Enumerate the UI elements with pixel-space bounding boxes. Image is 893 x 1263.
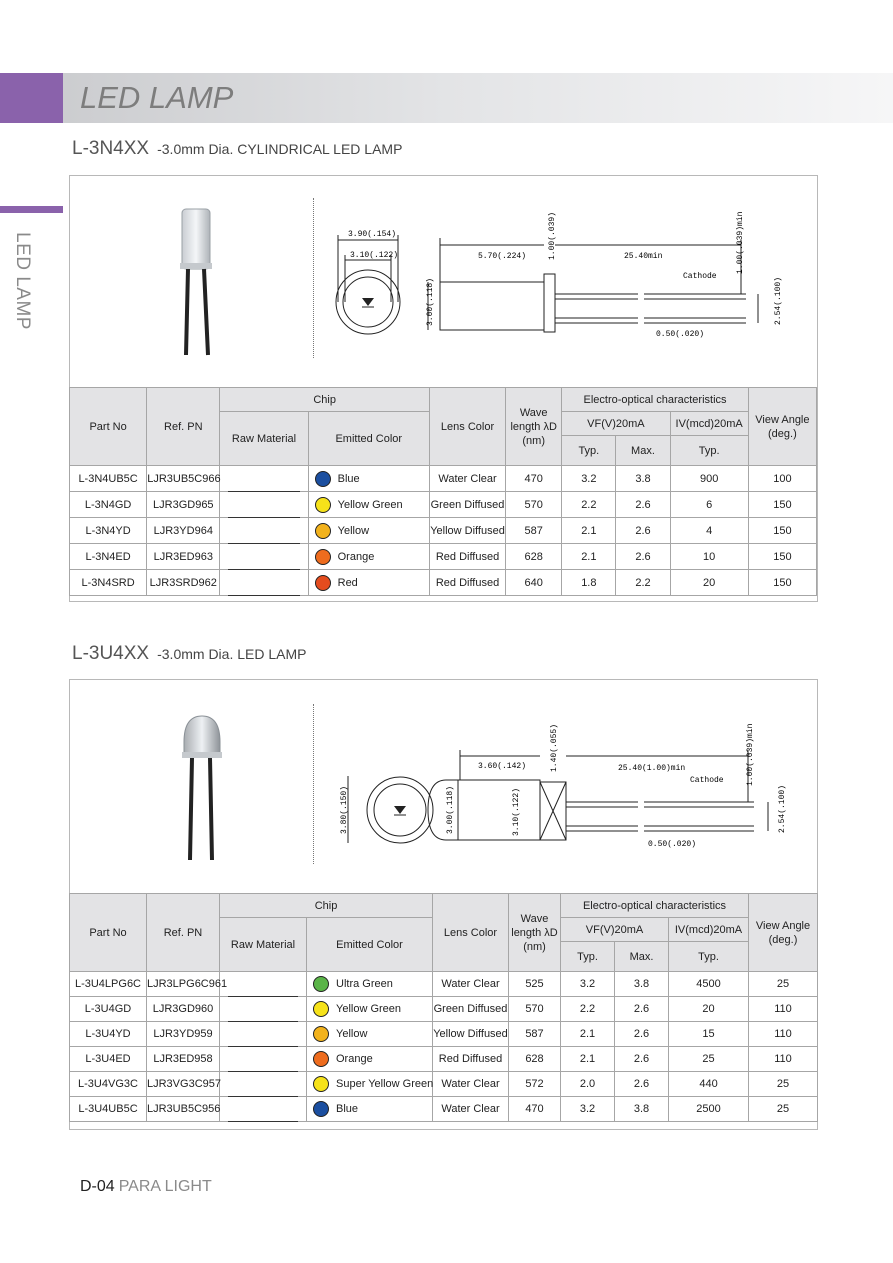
cell-view-angle: 100 [748, 466, 816, 492]
cell-wavelength: 572 [509, 1072, 561, 1097]
cell-lens-color: Red Diffused [429, 570, 505, 596]
cell-ref-pn: LJR3ED958 [147, 1047, 220, 1072]
cell-wavelength: 640 [506, 570, 562, 596]
cell-iv-typ: 15 [669, 1022, 749, 1047]
cell-emitted-color [308, 492, 429, 518]
section2-divider [313, 704, 314, 864]
cell-part-no: L-3N4SRD [70, 570, 147, 596]
cell-part-no: L-3N4UB5C [70, 466, 147, 492]
cell-vf-typ: 1.8 [562, 570, 616, 596]
color-swatch-icon [313, 1101, 329, 1117]
th-vf-typ: Typ. [561, 942, 615, 972]
cell-vf-typ: 2.1 [562, 544, 616, 570]
section1-desc: -3.0mm Dia. CYLINDRICAL LED LAMP [157, 141, 403, 157]
color-swatch-icon [315, 471, 331, 487]
cell-vf-max: 3.8 [615, 1097, 669, 1122]
section1-led-photo [170, 205, 230, 360]
cell-iv-typ: 6 [670, 492, 748, 518]
s1-dim-d2: 3.10(.122) [350, 251, 399, 260]
cell-ref-pn: LJR3YD964 [147, 518, 220, 544]
cell-vf-max: 2.6 [615, 1047, 669, 1072]
th-wavelength: Wave length λD (nm) [506, 388, 562, 466]
cell-iv-typ: 440 [669, 1072, 749, 1097]
cell-vf-max: 2.6 [615, 997, 669, 1022]
cell-lens-color: Yellow Diffused [429, 518, 505, 544]
th-emitted-color: Emitted Color [307, 918, 433, 972]
table-row [70, 1072, 818, 1097]
table-row [70, 518, 817, 544]
cell-vf-max: 2.6 [616, 492, 670, 518]
cell-iv-typ: 25 [669, 1047, 749, 1072]
emitted-color-label: Ultra Green [336, 977, 393, 990]
section2-spec-table [69, 893, 818, 1122]
s1-dim-d5: 1.00(.039) [548, 211, 557, 260]
th-iv-typ: Typ. [669, 942, 749, 972]
emitted-color-label: Blue [337, 472, 360, 485]
cell-vf-max: 3.8 [615, 972, 669, 997]
emitted-color-label: Orange [336, 1052, 373, 1065]
cell-view-angle: 25 [749, 972, 818, 997]
page-title: LED LAMP [80, 80, 234, 115]
s2-dim-d8: 2.54(.100) [778, 784, 787, 833]
color-swatch-icon [315, 575, 331, 591]
cell-wavelength: 628 [509, 1047, 561, 1072]
s1-cathode: Cathode [683, 272, 717, 281]
color-swatch-icon [313, 1051, 329, 1067]
color-swatch-icon [315, 549, 331, 565]
th-raw-material: Raw Material [220, 412, 308, 466]
cell-part-no: L-3N4ED [70, 544, 147, 570]
table-row [70, 972, 818, 997]
emitted-color-label: Orange [337, 550, 375, 563]
cell-wavelength: 628 [506, 544, 562, 570]
cell-raw-material [220, 1097, 307, 1122]
cell-wavelength: 470 [509, 1097, 561, 1122]
table-row [70, 570, 817, 596]
cell-emitted-color [307, 1097, 433, 1122]
th-part-no: Part No [70, 388, 147, 466]
section1-dimension-drawing [318, 210, 788, 360]
s2-dim-d3: 3.80(.150) [340, 785, 349, 834]
th-emitted-color: Emitted Color [308, 412, 429, 466]
th-wavelength: Wave length λD (nm) [509, 894, 561, 972]
section2-dimension-drawing [318, 718, 788, 868]
emitted-color-label: Yellow Green [336, 1002, 402, 1015]
cell-view-angle: 150 [748, 518, 816, 544]
cell-ref-pn: LJR3GD965 [147, 492, 220, 518]
s1-dim-d9: 0.50(.020) [656, 330, 705, 339]
cell-vf-typ: 2.2 [562, 492, 616, 518]
cell-lens-color: Red Diffused [433, 1047, 509, 1072]
cell-ref-pn: LJR3UB5C956 [147, 1097, 220, 1122]
cell-lens-color: Red Diffused [429, 544, 505, 570]
brand-name: PARA LIGHT [118, 1178, 212, 1195]
s2-cathode: Cathode [690, 776, 724, 785]
cell-raw-material [220, 997, 307, 1022]
cell-part-no: L-3U4YD [70, 1022, 147, 1047]
cell-lens-color: Yellow Diffused [433, 1022, 509, 1047]
th-chip: Chip [220, 894, 433, 918]
emitted-color-label: Red [337, 576, 358, 589]
cell-part-no: L-3U4ED [70, 1047, 147, 1072]
cell-vf-typ: 2.1 [561, 1022, 615, 1047]
emitted-color-label: Yellow [337, 524, 370, 537]
cell-view-angle: 25 [749, 1097, 818, 1122]
th-vf-typ: Typ. [562, 436, 616, 466]
page-number: D-04 [80, 1178, 115, 1195]
s2-dim-d7: 1.00(.039)min [746, 723, 755, 786]
s1-dim-d1: 3.90(.154) [348, 230, 397, 239]
cell-vf-max: 2.6 [616, 518, 670, 544]
cell-emitted-color [307, 972, 433, 997]
cell-emitted-color [308, 466, 429, 492]
footer [80, 1178, 212, 1196]
th-vf: VF(V)20mA [561, 918, 669, 942]
section1-spec-table [69, 387, 817, 596]
header-accent [0, 73, 63, 123]
cell-part-no: L-3N4GD [70, 492, 147, 518]
cell-view-angle: 150 [748, 544, 816, 570]
cell-lens-color: Water Clear [433, 1072, 509, 1097]
table-row [70, 544, 817, 570]
table-row [70, 1047, 818, 1072]
cell-raw-material [220, 570, 308, 596]
cell-iv-typ: 2500 [669, 1097, 749, 1122]
s2-dim-d1: 3.60(.142) [478, 762, 527, 771]
cell-lens-color: Water Clear [433, 1097, 509, 1122]
cell-wavelength: 570 [506, 492, 562, 518]
th-raw-material: Raw Material [220, 918, 307, 972]
cell-wavelength: 587 [509, 1022, 561, 1047]
cell-vf-max: 2.6 [615, 1072, 669, 1097]
cell-view-angle: 150 [748, 492, 816, 518]
cell-ref-pn: LJR3LPG6C961 [147, 972, 220, 997]
section2-table-body [70, 972, 818, 1122]
th-vf-max: Max. [616, 436, 670, 466]
cell-raw-material [220, 1072, 307, 1097]
side-accent [0, 206, 63, 213]
cell-vf-max: 2.2 [616, 570, 670, 596]
s1-dim-d3: 3.00(.118) [426, 277, 435, 326]
cell-raw-material [220, 544, 308, 570]
section1-table-body [70, 466, 817, 596]
cell-emitted-color [308, 544, 429, 570]
cell-lens-color: Green Diffused [433, 997, 509, 1022]
s2-dim-d5: 3.10(.122) [512, 787, 521, 836]
cell-iv-typ: 20 [669, 997, 749, 1022]
section2-part: L-3U4XX [72, 643, 150, 664]
cell-ref-pn: LJR3SRD962 [147, 570, 220, 596]
cell-lens-color: Water Clear [429, 466, 505, 492]
cell-iv-typ: 20 [670, 570, 748, 596]
cell-wavelength: 587 [506, 518, 562, 544]
th-electro-optical: Electro-optical characteristics [562, 388, 749, 412]
th-electro-optical: Electro-optical characteristics [561, 894, 749, 918]
cell-wavelength: 525 [509, 972, 561, 997]
th-part-no: Part No [70, 894, 147, 972]
th-lens-color: Lens Color [429, 388, 505, 466]
cell-raw-material [220, 1047, 307, 1072]
section1-title [72, 138, 402, 160]
s2-dim-d6: 25.40(1.00)min [618, 764, 686, 773]
cell-view-angle: 150 [748, 570, 816, 596]
emitted-color-label: Super Yellow Green [336, 1077, 434, 1090]
cell-view-angle: 110 [749, 997, 818, 1022]
cell-wavelength: 470 [506, 466, 562, 492]
th-ref-pn: Ref. PN [147, 894, 220, 972]
cell-raw-material [220, 518, 308, 544]
emitted-color-label: Yellow Green [337, 498, 403, 511]
cell-emitted-color [308, 570, 429, 596]
cell-ref-pn: LJR3YD959 [147, 1022, 220, 1047]
th-view-angle: View Angle (deg.) [748, 388, 816, 466]
th-iv: IV(mcd)20mA [670, 412, 748, 436]
color-swatch-icon [313, 1001, 329, 1017]
cell-vf-max: 2.6 [615, 1022, 669, 1047]
s1-dim-d7: 1.00(.039)min [736, 211, 745, 274]
section2-title [72, 643, 306, 665]
table-row [70, 1022, 818, 1047]
cell-vf-typ: 3.2 [561, 972, 615, 997]
color-swatch-icon [315, 497, 331, 513]
cell-vf-max: 3.8 [616, 466, 670, 492]
cell-lens-color: Green Diffused [429, 492, 505, 518]
cell-view-angle: 110 [749, 1022, 818, 1047]
cell-emitted-color [307, 1072, 433, 1097]
cell-iv-typ: 4500 [669, 972, 749, 997]
cell-view-angle: 110 [749, 1047, 818, 1072]
side-label: LED LAMP [12, 232, 33, 330]
s2-dim-d2: 1.40(.055) [550, 723, 559, 772]
th-vf-max: Max. [615, 942, 669, 972]
cell-ref-pn: LJR3VG3C957 [147, 1072, 220, 1097]
table-row [70, 492, 817, 518]
cell-ref-pn: LJR3GD960 [147, 997, 220, 1022]
color-swatch-icon [313, 1076, 329, 1092]
cell-ref-pn: LJR3UB5C966 [147, 466, 220, 492]
cell-wavelength: 570 [509, 997, 561, 1022]
cell-vf-typ: 2.2 [561, 997, 615, 1022]
section1-divider [313, 198, 314, 358]
cell-vf-typ: 3.2 [562, 466, 616, 492]
cell-raw-material [220, 492, 308, 518]
color-swatch-icon [313, 1026, 329, 1042]
table-row [70, 1097, 818, 1122]
cell-vf-typ: 2.0 [561, 1072, 615, 1097]
th-iv-typ: Typ. [670, 436, 748, 466]
table-row [70, 466, 817, 492]
table-row [70, 997, 818, 1022]
cell-lens-color: Water Clear [433, 972, 509, 997]
cell-iv-typ: 900 [670, 466, 748, 492]
emitted-color-label: Blue [336, 1102, 359, 1115]
th-lens-color: Lens Color [433, 894, 509, 972]
cell-vf-max: 2.6 [616, 544, 670, 570]
cell-view-angle: 25 [749, 1072, 818, 1097]
section1-part: L-3N4XX [72, 138, 150, 159]
cell-raw-material [220, 1022, 307, 1047]
emitted-color-label: Yellow [336, 1027, 368, 1040]
th-vf: VF(V)20mA [562, 412, 670, 436]
cell-ref-pn: LJR3ED963 [147, 544, 220, 570]
s1-dim-d4: 5.70(.224) [478, 252, 527, 261]
th-iv: IV(mcd)20mA [669, 918, 749, 942]
cell-raw-material [220, 466, 308, 492]
cell-iv-typ: 4 [670, 518, 748, 544]
color-swatch-icon [313, 976, 329, 992]
cell-part-no: L-3U4LPG6C [70, 972, 147, 997]
color-swatch-icon [315, 523, 331, 539]
cell-emitted-color [307, 1047, 433, 1072]
cell-iv-typ: 10 [670, 544, 748, 570]
s2-dim-d4: 3.00(.118) [446, 785, 455, 834]
th-chip: Chip [220, 388, 430, 412]
cell-part-no: L-3U4UB5C [70, 1097, 147, 1122]
cell-emitted-color [307, 1022, 433, 1047]
th-view-angle: View Angle (deg.) [749, 894, 818, 972]
s1-dim-d6: 25.40min [624, 252, 663, 261]
cell-emitted-color [308, 518, 429, 544]
section2-desc: -3.0mm Dia. LED LAMP [157, 646, 307, 662]
cell-emitted-color [307, 997, 433, 1022]
section2-led-photo [172, 712, 232, 864]
cell-part-no: L-3U4GD [70, 997, 147, 1022]
th-ref-pn: Ref. PN [147, 388, 220, 466]
cell-raw-material [220, 972, 307, 997]
cell-vf-typ: 2.1 [561, 1047, 615, 1072]
s1-dim-d8: 2.54(.100) [774, 276, 783, 325]
cell-part-no: L-3U4VG3C [70, 1072, 147, 1097]
cell-part-no: L-3N4YD [70, 518, 147, 544]
s2-dim-d9: 0.50(.020) [648, 840, 697, 849]
cell-vf-typ: 3.2 [561, 1097, 615, 1122]
cell-vf-typ: 2.1 [562, 518, 616, 544]
